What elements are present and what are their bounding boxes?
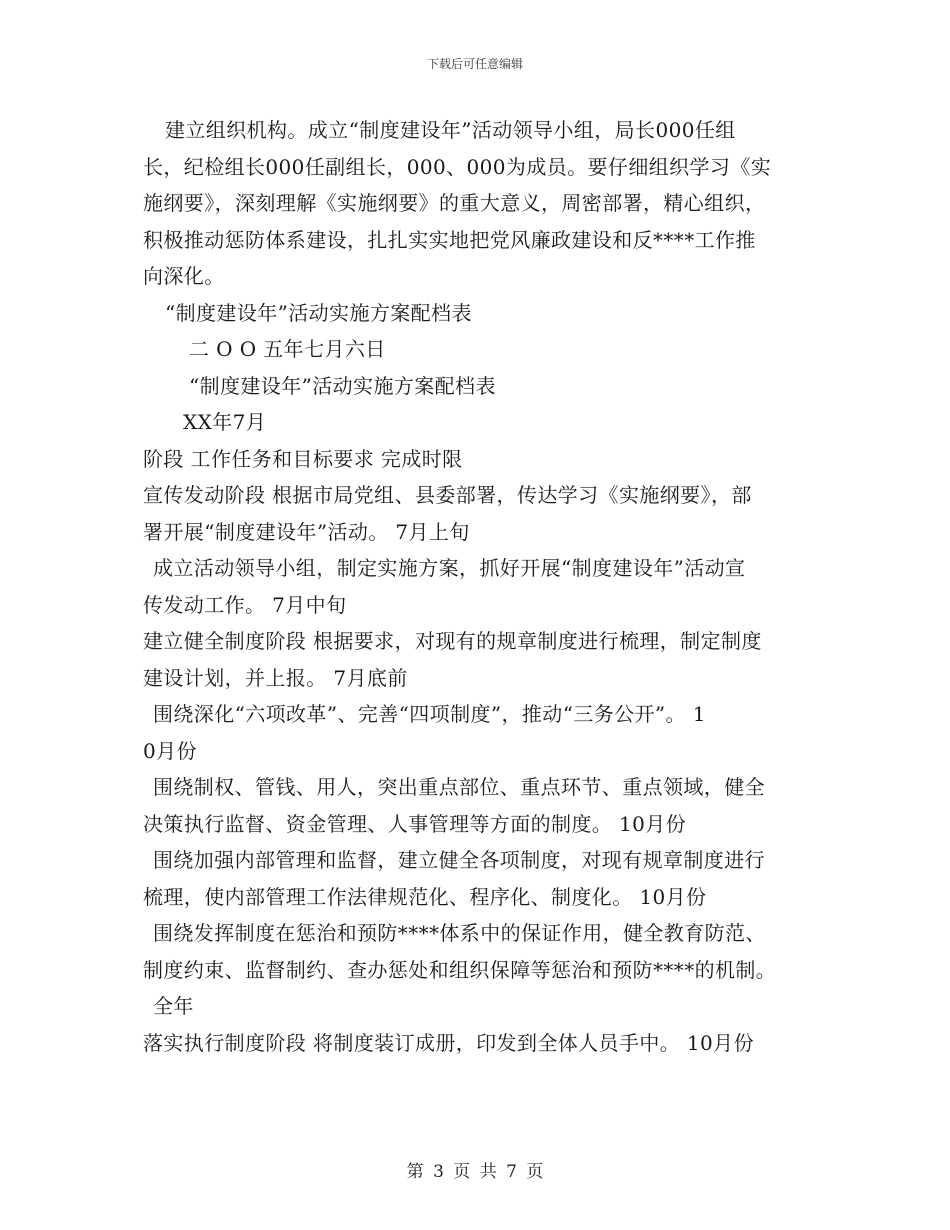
text-line: 积极推动惩防体系建设，扎扎实实地把党风廉政建设和反****工作推: [143, 227, 756, 252]
text-line: 成立活动领导小组，制定实施方案，抓好开展“制度建设年”活动宣: [153, 556, 746, 580]
text-line: 二 O O 五年七月六日: [189, 337, 386, 361]
text-line: “制度建设年”活动实施方案配档表: [189, 373, 496, 398]
text-line: 建设计划，并上报。 7月底前: [143, 665, 408, 690]
text-line: 落实执行制度阶段 将制度装订成册，印发到全体人员手中。 10月份: [143, 1030, 754, 1055]
page-header-note: 下载后可任意编辑: [426, 57, 523, 71]
text-line: “制度建设年”活动实施方案配档表: [165, 300, 472, 325]
text-line: 向深化。: [143, 264, 225, 288]
text-line: 围绕加强内部管理和监督，建立健全各项制度，对现有规章制度进行: [153, 848, 765, 872]
text-line: 围绕深化“六项改革”、完善“四项制度”，推动“三务公开”。 1: [153, 702, 706, 726]
text-line: 建立健全制度阶段 根据要求，对现有的规章制度进行梳理，制定制度: [143, 629, 762, 653]
text-line: 传发动工作。 7月中旬: [143, 592, 347, 617]
text-line: 施纲要》，深刻理解《实施纲要》的重大意义，周密部署，精心组织，: [143, 191, 766, 215]
text-line: 围绕制权、管钱、用人，突出重点部位、重点环节、重点领域，健全: [153, 775, 765, 799]
text-line: XX年7月: [183, 410, 267, 434]
text-line: 围绕发挥制度在惩治和预防****体系中的保证作用，健全教育防范、: [153, 921, 766, 945]
document-body: [143, 112, 813, 1061]
text-line: 建立组织机构。成立“制度建设年”活动领导小组，局长000任组: [165, 118, 736, 142]
text-line: 梳理，使内部管理工作法律规范化、程序化、制度化。 10月份: [143, 884, 707, 909]
text-line: 决策执行监督、资金管理、人事管理等方面的制度。 10月份: [143, 811, 687, 836]
page-number-footer: 第 3 页 共 7 页: [406, 1162, 544, 1182]
text-line: 署开展“制度建设年”活动。 7月上旬: [143, 519, 470, 544]
text-line: 全年: [153, 994, 194, 1018]
text-line: 阶段 工作任务和目标要求 完成时限: [143, 446, 463, 471]
text-line: 0月份: [143, 738, 197, 763]
text-line: 长，纪检组长000任副组长，000、000为成员。要仔细组织学习《实: [143, 154, 772, 179]
text-line: 宣传发动阶段 根据市局党组、县委部署，传达学习《实施纲要》，部: [143, 483, 752, 507]
text-line: 制度约束、监督制约、查办惩处和组织保障等惩治和预防****的机制。: [143, 957, 777, 982]
